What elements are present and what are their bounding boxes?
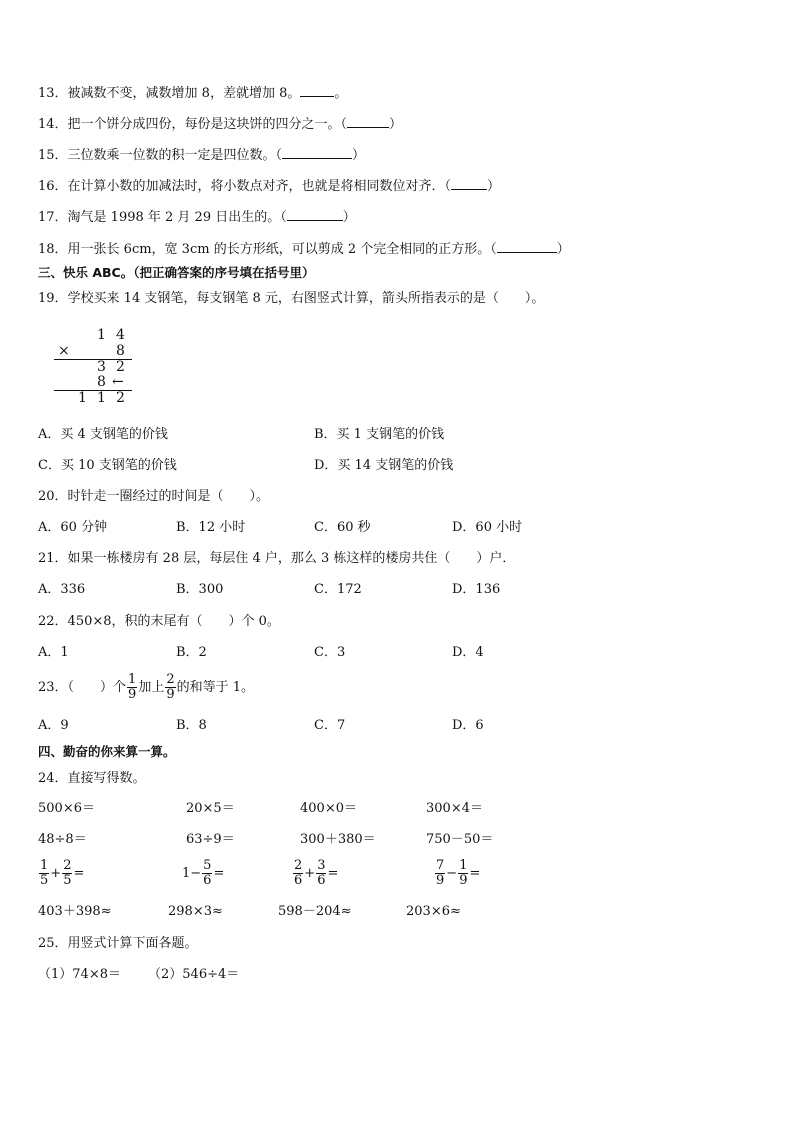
calc-item: 750－50＝ [426, 832, 494, 847]
option-a[interactable]: A．1 [38, 645, 69, 660]
calc-item-fraction: $\frac{7}{9}$ − $\frac{1}{9}$ = [436, 858, 481, 888]
answer-blank[interactable] [497, 239, 557, 253]
option-b[interactable]: B．300 [176, 582, 224, 597]
option-d[interactable]: D．60 小时 [452, 520, 523, 535]
calc-item: 598－204≈ [278, 904, 352, 919]
calc-item: 20×5＝ [186, 801, 235, 816]
answer-blank[interactable] [287, 207, 343, 221]
calc-item: 500×6＝ [38, 801, 95, 816]
option-b[interactable]: B．12 小时 [176, 520, 246, 535]
section-heading-4: 四、勤奋的你来算一算。 [38, 744, 176, 759]
question-17: 17．淘气是 1998 年 2 月 29 日出生的。（ ） [38, 207, 356, 227]
calc-item: 63÷9＝ [186, 832, 235, 847]
answer-blank[interactable] [300, 83, 334, 97]
option-a[interactable]: A．336 [38, 582, 86, 597]
calc-item-fraction: 1− $\frac{5}{6}$ = [182, 858, 225, 888]
option-c[interactable]: C．3 [314, 645, 346, 660]
option-b[interactable]: B．买 1 支钢笔的价钱 [314, 427, 445, 442]
option-c[interactable]: C．7 [314, 718, 346, 733]
option-c[interactable]: C．172 [314, 582, 362, 597]
option-c[interactable]: C．60 秒 [314, 520, 371, 535]
option-d[interactable]: D．买 14 支钢笔的价钱 [314, 458, 454, 473]
answer-blank[interactable] [451, 176, 487, 190]
question-22: 22．450×8，积的末尾有（ ）个 0。 [38, 614, 280, 629]
calc-item: 300＋380＝ [300, 832, 376, 847]
question-19: 19．学校买来 14 支钢笔，每支钢笔 8 元，右图竖式计算，箭头所指表示的是（ ）。 [38, 291, 545, 306]
calc-item: （2）546÷4＝ [148, 967, 240, 982]
question-25: 25．用竖式计算下面各题。 [38, 936, 198, 951]
question-23: 23．（ ）个 $\frac{1}{9}$ 加上 $\frac{2}{9}$ 的和等于 1。 [38, 672, 255, 702]
option-b[interactable]: B．2 [176, 645, 207, 660]
calc-item-fraction: $\frac{1}{5}$ + $\frac{2}{5}$ = [40, 858, 85, 888]
question-21: 21．如果一栋楼房有 28 层，每层住 4 户，那么 3 栋这样的楼房共住（ ）户． [38, 551, 516, 566]
option-b[interactable]: B．8 [176, 718, 207, 733]
question-24: 24．直接写得数。 [38, 771, 146, 786]
question-16: 16．在计算小数的加减法时，将小数点对齐，也就是将相同数位对齐．（ ） [38, 176, 500, 196]
calc-item: 203×6≈ [406, 904, 461, 919]
calc-item: 400×0＝ [300, 801, 357, 816]
fraction: $\frac{2}{9}$ [166, 672, 175, 702]
option-d[interactable]: D．6 [452, 718, 484, 733]
fraction: $\frac{1}{9}$ [128, 672, 137, 702]
arrow-left-icon: ← [112, 374, 124, 390]
question-20: 20．时针走一圈经过的时间是（ ）。 [38, 489, 270, 504]
calc-item: 298×3≈ [168, 904, 223, 919]
calc-item: 300×4＝ [426, 801, 483, 816]
question-18: 18．用一张长 6cm，宽 3cm 的长方形纸，可以剪成 2 个完全相同的正方形。（ ） [38, 239, 570, 259]
option-a[interactable]: A．9 [38, 718, 69, 733]
calc-item: 48÷8＝ [38, 832, 87, 847]
option-d[interactable]: D．136 [452, 582, 501, 597]
calc-item-fraction: $\frac{2}{6}$ + $\frac{3}{6}$ = [294, 858, 339, 888]
option-a[interactable]: A．60 分钟 [38, 520, 108, 535]
question-15: 15．三位数乘一位数的积一定是四位数。（ ） [38, 145, 365, 165]
times-sign: × [58, 343, 70, 359]
answer-blank[interactable] [282, 145, 352, 159]
option-a[interactable]: A．买 4 支钢笔的价钱 [38, 427, 168, 442]
answer-blank[interactable] [347, 114, 389, 128]
option-c[interactable]: C．买 10 支钢笔的价钱 [38, 458, 177, 473]
question-14: 14．把一个饼分成四份，每份是这块饼的四分之一。（ ） [38, 114, 402, 134]
calc-item: （1）74×8＝ [38, 967, 121, 982]
section-heading-3: 三、快乐 ABC。（把正确答案的序号填在括号里） [38, 265, 315, 280]
question-13: 13．被减数不变，减数增加 8，差就增加 8。 。 [38, 83, 347, 103]
option-d[interactable]: D．4 [452, 645, 484, 660]
calc-item: 403＋398≈ [38, 904, 112, 919]
